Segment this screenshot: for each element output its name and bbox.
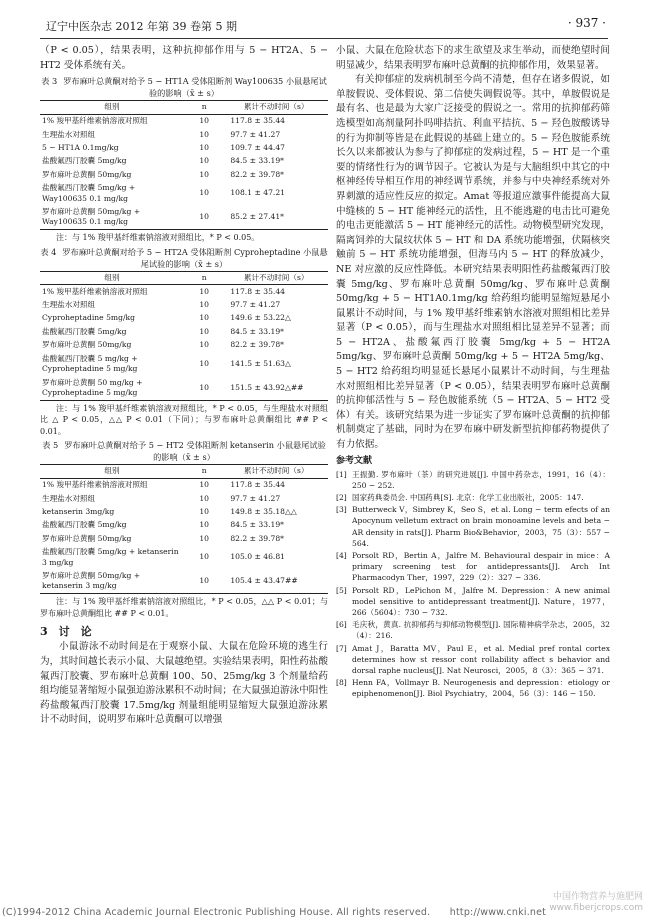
- table-cell: 盐酸氟西汀胶囊 5mg/kg + Way100635 0.1 mg/kg: [42, 183, 136, 203]
- discussion-continued-paragraph: 小鼠、大鼠在危险状态下的求生欲望及求生举动，而使绝望时间明显减少，结果表明罗布麻叶总黄酮的抗抑郁作用，效果显著。: [336, 45, 610, 71]
- table4-label: 表 4: [40, 246, 57, 257]
- table-cell: 10: [199, 286, 209, 296]
- table-cell: 1% 羧甲基纤维素钠溶液对照组: [42, 286, 148, 296]
- table-cell: 97.7 ± 41.27: [230, 300, 281, 310]
- table-cell: 10: [199, 358, 209, 368]
- table3-header-time: 累计不动时间（s）: [224, 101, 328, 114]
- table-row: [40, 299, 328, 312]
- table-cell: 10: [199, 480, 209, 490]
- table-cell: 1% 羧甲基纤维素钠溶液对照组: [42, 116, 148, 126]
- reference-item: [336, 469, 610, 491]
- table-cell: 10: [199, 533, 209, 543]
- table5-header-time: 累计不动时间（s）: [224, 465, 328, 478]
- table5-header-n: n: [184, 465, 224, 478]
- table-cell: 10: [199, 188, 209, 198]
- table3-header-group: 组别: [40, 101, 184, 114]
- table-row: [40, 352, 328, 376]
- table-cell: 82.2 ± 39.78*: [230, 340, 284, 350]
- reference-item: [336, 585, 610, 619]
- table-row: [40, 141, 328, 154]
- reference-item: [336, 492, 610, 503]
- table-row: [40, 285, 328, 299]
- table3-note: 注：与 1% 羧甲基纤维素钠溶液对照组比，* P < 0.05。: [56, 233, 260, 243]
- table-cell: 罗布麻叶总黄酮 50mg/kg + Way100635 0.1 mg/kg: [40, 205, 184, 229]
- table-cell: 97.7 ± 41.27: [230, 129, 281, 139]
- table-cell: 149.6 ± 53.22△: [230, 313, 291, 323]
- table-row: [40, 570, 328, 594]
- table-cell: 罗布麻叶总黄酮 50mg/kg: [42, 533, 132, 543]
- table4: [40, 271, 328, 401]
- table-cell: 10: [199, 313, 209, 323]
- table-cell: 10: [199, 142, 209, 152]
- table-cell: 10: [199, 129, 209, 139]
- reference-item: [336, 677, 610, 699]
- table-cell: 10: [199, 552, 209, 562]
- table3-caption: [40, 75, 328, 99]
- table-cell: 84.5 ± 33.19*: [230, 156, 284, 166]
- table-cell: 117.8 ± 35.44: [230, 480, 285, 490]
- table-cell: 85.2 ± 27.41*: [224, 205, 328, 229]
- table4-note: 注：与 1% 羧甲基纤维素钠溶液对照组比，* P < 0.05，与生理盐水对照组比 △ P < 0.05，△△ P < 0.01（下同）；与罗布麻叶总黄酮组比 ## P < 0.01。: [40, 403, 328, 436]
- reference-item: [336, 550, 610, 584]
- table-cell: 82.2 ± 39.78*: [230, 533, 284, 543]
- reference-number: [6]: [336, 620, 347, 630]
- section-heading-discussion: 3 讨 论: [40, 625, 92, 639]
- reference-number: [5]: [336, 585, 347, 595]
- header-rule: [40, 38, 608, 39]
- reference-text: 国家药典委员会. 中国药典[S]. 北京：化学工业出版社，2005：147.: [352, 493, 584, 503]
- reference-text: Porsolt RD，LePichon M，Jalfre M. Depression：A new animal model sensitive to antidepressant treatment[J]. Nature，1977，266（5604）：730 − 732.: [352, 585, 610, 618]
- intro-paragraph: （P < 0.05），结果表明，这种抗抑郁作用与 5 − HT2A、5 − HT2 受体系统有关。: [40, 45, 328, 71]
- table-cell: 10: [184, 205, 224, 229]
- watermark-line1: 中国作物营养与施肥网: [552, 892, 643, 902]
- page-header: [46, 14, 606, 36]
- table-row: [40, 325, 328, 338]
- table4-header-time: 累计不动时间（s）: [224, 271, 328, 284]
- page-footer: [0, 892, 649, 919]
- left-column: [40, 44, 328, 728]
- table-cell: 10: [199, 507, 209, 517]
- site-watermark: [549, 892, 643, 914]
- table3: [40, 100, 328, 230]
- table3-label: 表 3: [41, 76, 58, 87]
- reference-text: Henn FA，Vollmayr B. Neurogenesis and depression：etiology or epiphenomenon[J]. Biol Psychiatry，2004，56（3）：146 − 150.: [352, 678, 610, 699]
- table-cell: 5 − HT1A 0.1mg/kg: [42, 142, 119, 152]
- right-column: [336, 44, 610, 700]
- table-row: [40, 492, 328, 505]
- table3-caption-text: 罗布麻叶总黄酮对给予 5 − HT1A 受体阻断剂 Way100635 小鼠悬尾试验的影响（x̄ ± s）: [63, 76, 327, 99]
- table-cell: 82.2 ± 39.78*: [230, 169, 284, 179]
- table-row: [40, 519, 328, 532]
- reference-number: [2]: [336, 493, 347, 503]
- table-cell: 10: [199, 340, 209, 350]
- table-cell: 罗布麻叶总黄酮 50mg/kg: [42, 169, 132, 179]
- table5-label: 表 5: [42, 440, 59, 451]
- table-cell: 10: [184, 570, 224, 594]
- watermark-line2: www.fiberjcrops.com: [549, 903, 643, 913]
- page-number: · 937 ·: [567, 16, 606, 30]
- table-row: [40, 506, 328, 519]
- table5-note: 注：与 1% 羧甲基纤维素钠溶液对照组比，* P < 0.05，△△ P < 0.01；与罗布麻叶总黄酮组比 ## P < 0.01。: [40, 597, 328, 618]
- table-cell: 105.0 ± 46.81: [230, 552, 285, 562]
- table-cell: 10: [199, 116, 209, 126]
- table-cell: 141.5 ± 51.63△: [230, 358, 291, 368]
- table-row: [40, 182, 328, 206]
- reference-text: Porsolt RD，Bertin A，Jalfre M. Behavioural despair in mice：A primary screening test for antidepressants[J]. Arch Int Pharmacodyn Ther，1997，229（2）：327 − 336.: [352, 551, 610, 583]
- table-cell: 10: [199, 520, 209, 530]
- discussion-paragraph: 小鼠游泳不动时间是在于观察小鼠、大鼠在危险环境的逃生行为，其时间越长表示小鼠、大鼠越绝望。实验结果表明，阳性药盐酸氟西汀胶囊、罗布麻叶总黄酮 100、50、25mg/kg 3 个剂量给药组均能显著缩短小鼠强迫游泳累积不动时间；在大鼠强迫游泳中阳性药盐酸氟西汀胶囊 17.5mg/kg 剂量组能明显缩短大鼠强迫游泳累计不动时间，说明罗布麻叶总黄酮可以增强: [40, 641, 328, 726]
- table4-header-n: n: [184, 271, 224, 284]
- table5-caption: [40, 439, 328, 463]
- table5-header-group: 组别: [40, 465, 184, 478]
- table-cell: Cyproheptadine 5mg/kg: [42, 313, 135, 323]
- table-cell: 盐酸氟西汀胶囊 5 mg/kg + Cyproheptadine 5 mg/kg: [42, 353, 138, 374]
- copyright-text: (C)1994-2012 China Academic Journal Electronic Publishing House. All rights reserved. http://www.cnki.net: [2, 907, 547, 918]
- table-cell: 罗布麻叶总黄酮 50mg/kg: [42, 340, 132, 350]
- table-cell: 108.1 ± 47.21: [230, 188, 285, 198]
- table-cell: 10: [184, 376, 224, 400]
- table-row: [40, 205, 328, 229]
- table4-header-group: 组别: [40, 271, 184, 284]
- reference-item: [336, 504, 610, 549]
- reference-number: [7]: [336, 643, 347, 653]
- table-cell: 84.5 ± 33.19*: [230, 520, 284, 530]
- reference-text: 毛庆秋，黄真. 抗抑郁药与抑郁动物模型[J]. 国际精神病学杂志，2005，32（4）：216.: [352, 620, 610, 641]
- reference-number: [3]: [336, 505, 347, 515]
- table-cell: 105.4 ± 43.47##: [224, 570, 328, 594]
- table-cell: 盐酸氟西汀胶囊 5mg/kg + ketanserin 3 mg/kg: [42, 547, 179, 567]
- reference-item: [336, 643, 610, 677]
- table-row: [40, 168, 328, 181]
- reference-number: [4]: [336, 551, 347, 561]
- table4-caption: [40, 246, 328, 270]
- journal-title: 辽宁中医杂志 2012 年第 39 卷第 5 期: [46, 20, 237, 33]
- table-row: [40, 312, 328, 325]
- reference-item: [336, 619, 610, 641]
- table-cell: 生理盐水对照组: [42, 300, 96, 310]
- table-row: [40, 546, 328, 570]
- reference-number: [8]: [336, 678, 347, 688]
- table-cell: 生理盐水对照组: [42, 493, 96, 503]
- table-cell: 盐酸氟西汀胶囊 5mg/kg: [42, 326, 127, 336]
- mechanism-paragraph: 有关抑郁症的发病机制至今尚不清楚，但存在诸多假说，如单胺假说、受体假说、第二信使失调假说等。其中，单胺假说是最有名、也是最为大家广泛接受的假说之一。常用的抗抑郁药筛选模型如高剂量阿扑吗啡拮抗、利血平拮抗、5 − 羟色胺酸诱导的行为抑制等皆是在此假说的基础上建立的。5 − 羟色胺能系统长久以来都被认为参与了抑郁症的发病过程，5 − HT 是一个重要的情绪性行为的调节因子。它被认为是与大脑组织中其它的中枢神经传导相互作用的神经调节系统，并参与中央神经系统对外界刺激的适应性反应的拟定。Amat 等报道应激事件能提高大鼠中缝核的 5 − HT 能神经元的活性，且不能逃避的电击比可避免的电击更能激活 5 − HT 能神经元的活性。动物模型研究发现，隔离饲养的大鼠纹状体 5 − HT 和 DA 系统功能增强，伏隔核突触前 5 − HT 系统功能增强，但海马内 5 − HT 的释放减少，NE 对应激的反应性降低。本研究结果表明阳性药盐酸氟西汀胶囊 5mg/kg、罗布麻叶总黄酮 50mg/kg、罗布麻叶总黄酮 50mg/kg + 5 − HT1A0.1mg/kg 给药组均能明显缩短悬尾小鼠累计不动时间，与 1% 羧甲基纤维素钠水溶液对照组相比差异显著（P < 0.05），而与生理盐水对照组相比显差异不显著；而 5 − HT2A、盐酸氟西汀胶囊 5mg/kg + 5 − HT2A 5mg/kg、罗布麻叶总黄酮 50mg/kg + 5 − HT2A 5mg/kg、5 − HT2 给药组均明显延长悬尾小鼠累计不动时间，与生理盐水对照组相比差异显著（P < 0.05），结果表明罗布麻叶总黄酮的抗抑郁活性与 5 − 羟色胺能系统（5 − HT2A、5 − HT2 受体）有关。该研究结果为进一步证实了罗布麻叶总黄酮的抗抑郁机制奠定了基础，同时为在罗布麻中研发新型抗抑郁药物提供了有力依据。: [336, 74, 610, 451]
- table-row: [40, 478, 328, 492]
- reference-number: [1]: [336, 469, 347, 479]
- table-cell: 生理盐水对照组: [42, 129, 96, 139]
- table-row: [40, 114, 328, 128]
- reference-text: Amat J，Baratta MV，Paul E，et al. Medial pref rontal cortex determines how st ressor cont rollability affect s behavior and dorsal raphe nucleus[J]. Nat Neurosci，2005，8（3）：365 − 371.: [352, 643, 610, 676]
- references-heading: 参考文献: [336, 455, 373, 466]
- table-cell: 151.5 ± 43.92△##: [224, 376, 328, 400]
- table-row: [40, 376, 328, 400]
- table-row: [40, 155, 328, 168]
- table5-caption-text: 罗布麻叶总黄酮对给予 5 − HT2 受体阻断剂 ketanserin 小鼠悬尾试验的影响（x̄ ± s）: [64, 440, 326, 463]
- table-row: [40, 128, 328, 141]
- table-cell: 84.5 ± 33.19*: [230, 326, 284, 336]
- table-cell: 罗布麻叶总黄酮 50mg/kg + ketanserin 3 mg/kg: [40, 570, 184, 594]
- table-cell: 1% 羧甲基纤维素钠溶液对照组: [42, 480, 148, 490]
- table-cell: 10: [199, 156, 209, 166]
- table-cell: 109.7 ± 44.47: [230, 142, 285, 152]
- reference-list: [336, 469, 610, 700]
- reference-text: Butterweck V，Simbrey K，Seo S，et al. Long − term efects of an Apocynum velletum extract on brain monoamine levels and beta − AR density in rats[J]. Pharm Bio&Behavior，2003，75（3）：557 − 564.: [352, 505, 610, 548]
- table5: [40, 464, 328, 594]
- table-cell: 117.8 ± 35.44: [230, 286, 285, 296]
- table-cell: 97.7 ± 41.27: [230, 493, 281, 503]
- table4-caption-text: 罗布麻叶总黄酮对给予 5 − HT2A 受体阻断剂 Cyproheptadine 小鼠悬尾试验的影响（x̄ ± s）: [62, 246, 328, 269]
- table-cell: 149.8 ± 35.18△△: [230, 507, 297, 517]
- table-cell: 罗布麻叶总黄酮 50 mg/kg + Cyproheptadine 5 mg/kg: [40, 376, 184, 400]
- table-row: [40, 532, 328, 545]
- table-cell: ketanserin 3mg/kg: [42, 507, 115, 517]
- table3-header-n: n: [184, 101, 224, 114]
- table-cell: 10: [199, 169, 209, 179]
- table-row: [40, 339, 328, 352]
- reference-text: 王振勤. 罗布麻叶（茶）的研究进展[J]. 中国中药杂志，1991，16（4）：250 − 252.: [352, 469, 610, 490]
- table-cell: 盐酸氟西汀胶囊 5mg/kg: [42, 156, 127, 166]
- table-cell: 10: [199, 326, 209, 336]
- table-cell: 10: [199, 300, 209, 310]
- table-cell: 盐酸氟西汀胶囊 5mg/kg: [42, 520, 127, 530]
- table-cell: 10: [199, 493, 209, 503]
- table-cell: 117.8 ± 35.44: [230, 116, 285, 126]
